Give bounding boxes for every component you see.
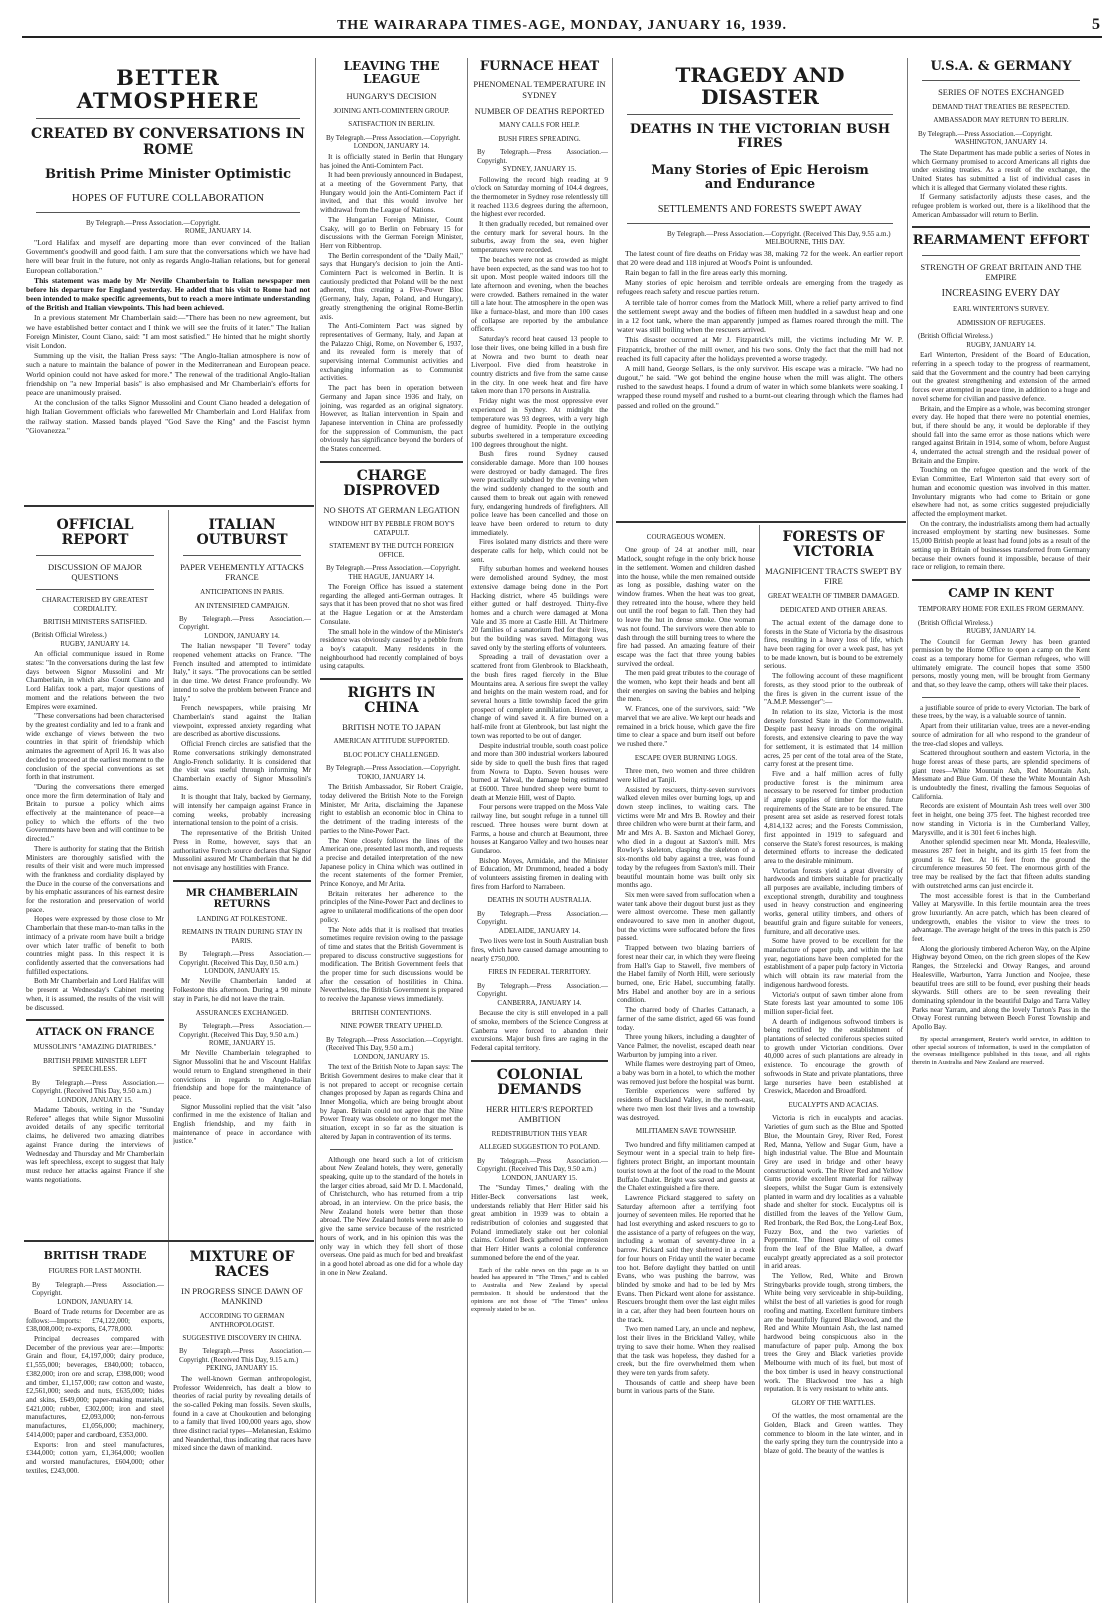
paragraph: The beaches were not as crowded as might have been expected, as the sand was too hot to sit upon. Most people waited indoors till the late afternoon and evening, when the beaches were crowded. Bathers remained in the water till a late hour. The atmosphere in the open was like a furnace-blast, and more than 100 cases of collapse are reported by the ambulance officers. bbox=[471, 255, 608, 334]
paragraph: The Hungarian Foreign Minister, Count Csaky, will go to Berlin on February 15 for discussions with the German Foreign Minister, Herr von Ribbentrop. bbox=[320, 215, 463, 250]
section-rule bbox=[616, 521, 906, 523]
paragraph: Of the wattles, the most ornamental are the Golden, Black and Green wattles. They commence to bloom in the late winter, and in the early spring they turn the countryside into a blaze of gold. The beauty of the wattles is bbox=[764, 1412, 903, 1456]
paragraph: W. Frances, one of the survivors, said: "We marvel that we are alive. We kept our heads and remained in a brick house, which gave the fire time to clear a space and burn itself out before we rushed there." bbox=[617, 705, 755, 748]
subheadline: MANY CALLS FOR HELP. bbox=[499, 121, 580, 130]
column-rule bbox=[467, 58, 468, 1603]
paragraph: a justifiable source of pride to every Victorian. The bark of these trees, by the way, is a valuable source of tannin. bbox=[912, 703, 1090, 721]
subheadline: AMERICAN ATTITUDE SUPPORTED. bbox=[333, 737, 450, 746]
paragraph: Along the gloriously timbered Acheron Way, on the Alpine Highway beyond Omeo, on the rich green slopes of the Kew Ranges, the Strzelecki and Otway Ranges, and around Healesville, Warburton, Yarra Junction and Noojee, these beautiful trees are still to be found, ever pushing their heads skywards. Still others are to be seen revealing their dominating splendour in the beautiful Dalgo and Tarra Valley Parks near Yarram, and along the lovely Turton's Pass in the Otway Forest running between Beech Forest Township and Apollo Bay. bbox=[912, 944, 1090, 1032]
paragraph: Principal decreases compared with December of the previous year are:—Imports: Grain and flour, £4,197,000; dairy produce, £1,555,000; beverages, £840,000; tobacco, £382,000; iron ore and scrap, £398,000; wood and timber, £1,157,000; raw cotton and waste, £2,561,000; seeds and nuts, £635,000; hides and skins, £649,000; paper-making materials, £421,000; rubber, £302,000; iron and steel manufactures, £2,093,000; non-ferrous manufactures, £1,056,000; machinery, £414,000; paper and cardboard, £353,000. bbox=[26, 1335, 164, 1439]
subheadline: ALLEGED SUGGESTION TO POLAND. bbox=[479, 1143, 600, 1152]
subheadline: BRITISH MINISTERS SATISFIED. bbox=[43, 617, 147, 626]
headline: MIXTURE OF RACES bbox=[189, 1249, 295, 1281]
paragraph: Some have proved to be excellent for the manufacture of paper pulp, and within the last year, negotiations have been completed for the establishment of a paper pulp factory in Victoria which will obtain its raw material from the indigenous hardwood forests. bbox=[764, 937, 903, 989]
paragraph: The British Ambassador, Sir Robert Craigie, today delivered the British Note to the Foreign Minister, Mr Arita, disclaiming the Japanese right to establish an economic bloc in China to the detriment of the trading interests of the parties to the Nine-Power Pact. bbox=[320, 783, 463, 835]
paragraph: Board of Trade returns for December are as follows:—Imports: £74,122,000; exports, £38,008,000; re-exports, £4,778,000. bbox=[26, 1307, 164, 1334]
subheadline: Many Stories of Epic Heroism and Endurance bbox=[651, 162, 869, 192]
paragraph: The Anti-Comintern Pact was signed by representatives of Germany, Italy, and Japan at the Palazzo Chigi, Rome, on November 6, 1937, and its revealed form is merely that of supervising internal Communist activities and exchanging information as to Communist activities. bbox=[320, 322, 463, 383]
subheadline: MAGNIFICENT TRACTS SWEPT BY FIRE bbox=[765, 565, 902, 587]
paragraph: While flames were destroying part of Omeo, a baby was born in a hotel, to which the mother was removed just before the hospital was burnt. bbox=[617, 1060, 755, 1086]
dateline: TOKIO, JANUARY 14. bbox=[357, 772, 426, 781]
paragraph: Assisted by rescuers, thirty-seven survivors walked eleven miles over burning logs, up and down steep inclines, to waiting cars. The victims were Mr and Mrs B. Rowley and their three children who were burnt at their farm, and Mr and Mrs A. B. Saxton and Michael Gorey, who died in a dugout at Saxton's mill. Mrs Rowley's skeleton, clasping the skeleton of a six-months old baby against a tree, was found today by the refugees from Saxton's mill. Their beautiful mountain home was built only six months ago. bbox=[617, 785, 755, 890]
article-rearmament-effort bbox=[912, 234, 1090, 573]
column-7 bbox=[912, 60, 1090, 1602]
paragraph: The actual extent of the damage done to forests in the State of Victoria by the disastrous fires, resulting in a heavy loss of life, which have been raging for over a week past, has yet to be made known, but is bound to be extremely serious. bbox=[764, 618, 903, 671]
paragraph: The Note adds that it is realised that treaties sometimes require revision owing to the passage of time and states that the British Government is prepared to discuss constructive suggestions for modification. The British Government feels that the proper time for such discussions would be after the cessation of hostilities in China. Nevertheless, the British Government is prepared to receive the Japanese views immediately. bbox=[320, 925, 463, 1004]
paragraph: Following the record high reading at 9 o'clock on Saturday morning of 104.4 degrees, the thermometer in Sydney rose relentlessly till it reached 113.6 degrees during the afternoon, the highest ever recorded. bbox=[471, 175, 608, 219]
paragraph: The text of the British Note to Japan says: The British Government desires to make clear that it is not prepared to accept or recognise certain changes proposed by Japan as regards China and Inner Mongolia, which are being brought about by Japan. Britain could not agree that the Nine Power Treaty was obsolete or no longer met the situation, except in so far as the situation is altered by Japan in contravention of its terms. bbox=[320, 1063, 463, 1141]
subheadline: IN PROGRESS SINCE DAWN OF MANKIND bbox=[181, 1285, 303, 1307]
paragraph: Fires isolated many districts and there were desperate calls for help, which could not be sent. bbox=[471, 538, 608, 564]
paragraph: In relation to its size, Victoria is the most densely forested State in the Commonwealth. Despite past heavy inroads on the original forests, and extensive clearing to pave the way for settlement, it is estimated that 14 million acres, 25 per cent of the total area of the State, carry forest at the present time. bbox=[764, 708, 903, 769]
paragraph: The Foreign Office has issued a statement regarding the alleged anti-German outrages. It says that it has been proved that no shot was fired at the Hague Legation or at the Amsterdam Consulate. bbox=[320, 583, 463, 626]
article-tragedy-and-disaster bbox=[617, 60, 903, 518]
column-2-lower bbox=[173, 512, 311, 1242]
subheadline: DEATHS IN THE VICTORIAN BUSH FIRES bbox=[629, 122, 891, 152]
subheadline: EARL WINTERTON'S SURVEY. bbox=[953, 305, 1049, 314]
paragraph: The Yellow, Red, White and Brown Stringybarks provide tough, strong timbers, the White being very serviceable in ship-building, whilst the best of all varieties is good for rough roofing and matting. Excellent furniture timbers are the beautifully figured Blackwood, and the Red and White Mountain Ash, the last named hardwood being conspicuous also in the manufacture of paper pulp. Among the box trees the Grey and Black varieties provide Melbourne with much of its fuel, but most of the box timber is used in heavy constructional work. The Blackwood tree has a high reputation. It is very resistant to white ants. bbox=[764, 1272, 903, 1394]
paragraph: The Council for German Jewry has been granted permission by the Home Office to open a camp on the Kent coast as a temporary home for German refugees, who will ultimately emigrate. The council hopes that some 3500 persons, mostly young men, will be brought from Germany and that, so they leave the camp, others will take their places. bbox=[912, 637, 1090, 690]
column-rule bbox=[315, 58, 316, 1603]
headline: RIGHTS IN CHINA bbox=[347, 686, 436, 717]
paragraph: A dearth of indigenous softwood timbers is being rectified by the establishment of plantations of selected coniferous species suited to growth under Victorian conditions. Over 40,000 acres of such plantations are already in existence. To encourage the growth of softwoods in State and private plantations, three large nurseries have been established at Creswick, Macedon and Broadford. bbox=[764, 1017, 903, 1096]
article-usa-and-germany bbox=[912, 60, 1090, 220]
dateline: LONDON, JANUARY 15. bbox=[57, 1095, 133, 1104]
paragraph: Britain reiterates her adherence to the principles of the Nine-Power Pact and declines to agree to unilateral modifications of the open door policy. bbox=[320, 889, 463, 924]
subheadline: ANTICIPATIONS IN PARIS. bbox=[200, 588, 284, 597]
column-5-lower bbox=[617, 528, 755, 1602]
subheadline: SATISFACTION IN BERLIN. bbox=[348, 120, 435, 129]
paragraph: Another splendid specimen near Mt. Monda, Healesville, measures 287 feet in height, and its girth 15 feet from the ground is 62 feet. At 16 feet from the ground the circumference measures 50 feet. The enormous girth of the tree may be realised by the fact that fifteen adults standing with outstretched arms can just encircle it. bbox=[912, 838, 1090, 890]
subheadline: BUSH FIRES SPREADING. bbox=[498, 134, 581, 143]
paragraph: Touching on the refugee question and the work of the Evian Committee, Earl Winterton said that every sort of human and economic question was involved in this matter. Involuntary migrants who had come to Britain or gone elsewhere had not, as some critics suggested prejudicially affected the employment market. bbox=[912, 466, 1090, 518]
paragraph: A terrible tale of horror comes from the Matlock Mill, where a relief party arrived to find the settlement swept away and the bodies of fifteen men huddled in a sawdust heap and one in a 12 foot tank, where the man apparently jumped as flames roared through the mill. The water was still boiling when the rescuers arrived. bbox=[617, 297, 903, 335]
byline: By Telegraph.—Press Association.—Copyright. (Received This Day, 0.50 a.m.) bbox=[179, 950, 311, 967]
headline: CAMP IN KENT bbox=[948, 586, 1054, 600]
subheadline: NUMBER OF DEATHS REPORTED bbox=[474, 105, 605, 116]
dateline: RUGBY, JANUARY 14. bbox=[966, 627, 1036, 636]
paragraph: Although one heard such a lot of criticism about New Zealand hotels, they were, generally speaking, quite up to the standard of the hotels in the larger cities abroad, said Mr D. I. Macdonald, of Christchurch, who has returned from a trip abroad, in an interview. On the price basis, the New Zealand hotels were better than those abroad. The New Zealand hotels were not able to give the same service because of the restricted hours of work, and in his opinion this was the only way in which they fell short of those overseas. One paid as much for bed and breakfast in a good hotel abroad as one did for a whole day in one in New Zealand. bbox=[320, 1155, 463, 1277]
paragraph: Terrible experiences were suffered by residents of Buckland Valley, in the north-east, where two men lost their lives and a township was destroyed. bbox=[617, 1087, 755, 1122]
dateline: LONDON, JANUARY 14. bbox=[57, 1297, 133, 1306]
headline: COLONIAL DEMANDS bbox=[496, 1067, 583, 1099]
paragraph: The Berlin correspondent of the "Daily Mail," says that Hungary's decision to join the Anti-Comintern Pact is welcomed in Berlin. It is cautiously predicted that Poland will be the next adherent, thus creating a Five-Power Bloc (Germany, Italy, Japan, Poland, and Hungary), greatly strengthening the original Rome-Berlin axis. bbox=[320, 251, 463, 321]
section-rule bbox=[24, 505, 314, 507]
paragraph: Bush fires round Sydney caused considerable damage. More than 100 houses were destroyed or badly damaged. The fires were practically subdued by the evening when the wind suddenly changed to the south and caused them to break out again with renewed fury, endangering hundreds of firefighters. All police leave has been cancelled and those on leave have been ordered to return to duty immediately. bbox=[471, 450, 608, 537]
subheadline: PHENOMENAL TEMPERATURE IN SYDNEY bbox=[473, 79, 606, 100]
subheadline: JOINING ANTI-COMINTERN GROUP. bbox=[333, 107, 450, 115]
paragraph: Three young hikers, including a daughter of Vance Palmer, the novelist, escaped death near Warburton by jumping into a river. bbox=[617, 1033, 755, 1059]
subheadline: BRITISH NOTE TO JAPAN bbox=[342, 721, 441, 732]
subheadline: CHARACTERISED BY GREATEST CORDIALITY. bbox=[42, 596, 148, 613]
paragraph: The most accessible forest is that in the Cumberland Valley at Marysville. In this fertile mountain area the trees grow luxuriantly. An acre patch, which has been cleared of undergrowth, enables the visitor to view the trees to advantage. The average height of the trees in this patch is 250 feet. bbox=[912, 891, 1090, 944]
byline: By Telegraph.—Press Association.—Copyright. bbox=[86, 219, 221, 228]
subheadline: HOPES OF FUTURE COLLABORATION bbox=[71, 192, 265, 205]
subheadline: AN INTENSIFIED CAMPAIGN. bbox=[194, 601, 290, 610]
byline: By Telegraph.—Press Association.—Copyright. (Received This Day, 9.15 a.m.) bbox=[179, 1347, 311, 1364]
article-charge-disproved bbox=[320, 469, 463, 672]
paragraph: Victorian forests yield a great diversity of hardwoods and timbers suitable for practically all purposes are available, including timbers of exceptional strength, durability and toughness used in heavy construction and engineering works, general utility timbers, and others of beautiful grain and figure suitable for veneers, furniture, and all decorative uses. bbox=[764, 866, 903, 936]
byline: By Telegraph.—Press Association.—Copyright. bbox=[477, 148, 608, 165]
masthead bbox=[22, 14, 1102, 38]
paragraph: In a previous statement Mr Chamberlain said:—"There has been no new agreement, but we have established better contact and I think we will see the fruits of it later." The Italian Foreign Minister, Count Ciano, said: "I am most satisfied." He hinted that he might shortly visit London. bbox=[26, 313, 310, 351]
paragraph: Saturday's record heat caused 13 people to lose their lives, one being killed in a bush fire at Nowra and two burnt to death near Liverpool. Five died from heatstroke in country districts and five from the same cause in the city. In one week heat and fire have taken more than 170 persons in Australia. bbox=[471, 335, 608, 396]
paragraph: It then gradually receded, but remained over the century mark for several hours. In the suburbs, away from the sea, even higher temperatures were recorded. bbox=[471, 220, 608, 255]
paragraph: Despite industrial trouble, south coast police and more than 300 industrial workers laboured side by side to quell the bush fires that raged from Nowra to Dapto. Seven houses were burned at Yalwal, the damage being estimated at £6000. Three hundred sheep were burnt to death at Menzie Hill, west of Dapto. bbox=[471, 741, 608, 802]
paragraph: Many stories of epic heroism and terrible ordeals are emerging from the tragedy as refugees reach safety and rescue parties return. bbox=[617, 278, 903, 297]
article-mixture-of-races bbox=[173, 1248, 311, 1602]
dateline: CANBERRA, JANUARY 14. bbox=[497, 998, 582, 1007]
paragraph: Scattered throughout southern and eastern Victoria, in the huge forest areas of these parts, are splendid specimens of giant trees—White Mountain Ash, Red Mountain Ash, Messmate and Blue Gum. Of these the White Mountain Ash is undoubtedly the finest, rivalling the famous Sequoias of California. bbox=[912, 749, 1090, 801]
dateline: LONDON, JANUARY 15. bbox=[353, 1052, 430, 1061]
dateline: WASHINGTON, JANUARY 14. bbox=[954, 138, 1048, 147]
byline: By Telegraph.—Press Association.—Copyright. bbox=[326, 764, 461, 773]
byline: By Telegraph.—Press Association.—Copyright. (Received This Day, 9.50 a.m.) bbox=[32, 1078, 164, 1096]
byline: (British Official Wireless.) bbox=[918, 618, 993, 627]
headline: LEAVING THE LEAGUE bbox=[343, 60, 440, 87]
subheadline: REDISTRIBUTION THIS YEAR bbox=[491, 1129, 588, 1138]
subheadline: FIRES IN FEDERAL TERRITORY. bbox=[488, 968, 591, 977]
headline: FURNACE HEAT bbox=[479, 60, 600, 74]
headline: BETTER ATMOSPHERE bbox=[76, 65, 260, 114]
subheadline: SETTLEMENTS AND FORESTS SWEPT AWAY bbox=[657, 204, 863, 216]
paragraph: Six men were saved from suffocation when a water tank above their dugout burst just as they were almost overcome. These men gallantly endeavoured to save men in another dugout, but the victims were suffocated before the fires passed. bbox=[617, 890, 755, 943]
subheadline: DISCUSSION OF MAJOR QUESTIONS bbox=[48, 561, 142, 583]
paragraph: Mr Neville Chamberlain landed at Folkestone this afternoon. During a 90 minute stay in Paris, he did not leave the train. bbox=[173, 977, 311, 1003]
paragraph: The "Sunday Times," dealing with the Hitler-Beck conversations last week, understands reliably that Herr Hitler said his great ambition in 1939 was to obtain a redistribution of colonies and suggested that Poland immediately stake out her colonial claims. Colonel Beck gathered the impression that Herr Hitler wants a colonial conference summoned before the end of the year. bbox=[471, 1184, 608, 1262]
byline: (British Official Wireless.) bbox=[32, 631, 107, 640]
subheadline: British Prime Minister Optimistic bbox=[44, 166, 292, 182]
paragraph: Records are existent of Mountain Ash trees well over 300 feet in height, one being 375 feet. The highest recorded tree now standing in Victoria is in the Cumberland Valley, Marysville, and it is 301 feet 6 inches high. bbox=[912, 802, 1090, 837]
paragraph: Three men, two women and three children were killed at Tanjil. bbox=[617, 767, 755, 784]
subheadline: GLORY OF THE WATTLES. bbox=[791, 1398, 876, 1407]
paragraph: Two lives were lost in South Australian bush fires, which have caused damage amounting to nearly £750,000. bbox=[471, 937, 608, 963]
column-rule bbox=[612, 58, 613, 1603]
paragraph: The following account of these magnificent forests, as they stood prior to the outbreak of the fires is given in the current issue of the "A.M.P. Messenger":— bbox=[764, 672, 903, 707]
paragraph: Because the city is still enveloped in a pall of smoke, members of the Science Congress at Canberra were forced to abandon their excursions. Major bush fires are raging in the Federal capital territory. bbox=[471, 1009, 608, 1053]
paragraph: "These conversations had been characterised by the greatest cordiality and led to a frank and wide exchange of views between the two countries in that spirit of friendship which animates the agreement of April 16. It was also decided to proceed at the earliest moment to the conclusion of the special conventions as set forth in that instrument. bbox=[26, 712, 164, 782]
subheadline: STATEMENT BY THE DUTCH FOREIGN OFFICE. bbox=[329, 542, 454, 559]
subheadline: MILITIAMEN SAVE TOWNSHIP. bbox=[635, 1127, 737, 1136]
headline: CHARGE DISPROVED bbox=[343, 468, 440, 500]
footnote: Each of the cable news on this page as is so headed has appeared in "The Times," and is cabled to Australia and New Zealand by special permission. It should be understood that the opinions are not those of "The Times" unless expressly stated to be so. bbox=[471, 1266, 608, 1313]
paragraph: The men paid great tributes to the courage of the women, who kept their heads and bent all their energies on saving the babies and helping the men. bbox=[617, 669, 755, 704]
headline: TRAGEDY AND DISASTER bbox=[675, 63, 845, 109]
paragraph: A mill hand, George Sellars, is the only survivor. His escape was a miracle. "We had no dugout," he said. "We got behind the engine house when the mill was alight. The others rushed to the sawdust heaps. I found a drum of water in which some blankets were soaking. I wrapped these round myself and rushed to a burnt-out clearing through which the flames had passed and rolled on the ground." bbox=[617, 363, 903, 410]
paragraph: The pact has been in operation between Germany and Japan since 1936 and Italy, on joining, was regarded as an original signatory. However, as Italian intervention in Spain and Japanese intervention in China are professedly for the suppression of Communism, the pact obviously has significance beyond the borders of the States concerned. bbox=[320, 384, 463, 454]
dateline: LONDON, JANUARY 15. bbox=[204, 967, 280, 975]
dateline: LONDON, JANUARY 14. bbox=[353, 142, 430, 151]
paragraph: French newspapers, while praising Mr Chamberlain's stand against the Italian viewpoint, expressed anxiety regarding what are described as abortive discussions. bbox=[173, 704, 311, 739]
subheadline: BRITISH PRIME MINISTER LEFT SPEECHLESS. bbox=[43, 1056, 147, 1074]
paragraph: Lawrence Pickard staggered to safety on Saturday afternoon after a terrifying foot journey of seventeen miles. He reported that he had lost everything and asked rescuers to go to the assistance of a party of refugees on the way, including a woman of seventy-three in a barrow. Pickard said they sheltered in a creek for four hours on Friday until the water became too hot. Before daylight they battled on until Evans, who was pushing the barrow, was blinded by smoke and had to be led by Mrs Evans. Then Pickard went alone for assistance. Rescuers brought them over the last eight miles in a car, after they had been fourteen hours on the track. bbox=[617, 1193, 755, 1324]
subheadline: MUSSOLINI'S "AMAZING DIATRIBES." bbox=[33, 1043, 157, 1052]
dateline: ROME, JANUARY 14. bbox=[184, 227, 252, 236]
column-rule bbox=[907, 58, 908, 1603]
headline: ITALIAN OUTBURST bbox=[196, 517, 288, 549]
article-chamberlain-returns bbox=[173, 888, 311, 1148]
paragraph: The latest count of fire deaths on Friday was 38, making 72 for the week. An earlier report that 20 were dead and 118 injured at Wood's Point is unfounded. bbox=[617, 248, 903, 267]
byline: By Telegraph.—Press Association.—Copyright. bbox=[326, 133, 461, 142]
subheadline: PAPER VEHEMENTLY ATTACKS FRANCE bbox=[180, 561, 304, 583]
subheadline: ACCORDING TO GERMAN ANTHROPOLOGIST. bbox=[199, 1312, 285, 1329]
paragraph: Bishop Moyes, Armidale, and the Minister of Education, Mr Drummond, headed a body of volunteers assisting firemen in dealing with fires from Harford to Narrabeen. bbox=[471, 856, 608, 891]
paragraph: The representative of the British United Press in Rome, however, says that an authoritative French source declares that Signor Mussolini assured Mr Chamberlain that he did not envisage any hostilities with France. bbox=[173, 829, 311, 872]
paragraph: One group of 24 at another mill, near Matlock, sought refuge in the only brick house in the settlement. Women and children dashed into the house, while the men remained outside as long as possible, dashing water on the window frames. When the heat was too great, they retreated into the house, where they held out until the roof began to fall. Then they had to leave the hut in dense smoke. One woman was not found. The survivors were then able to dash through the still burning trees to where the fire had passed. An amazing feature of their escape was the fact that three young babies survived the ordeal. bbox=[617, 546, 755, 668]
subheadline: NINE POWER TREATY UPHELD. bbox=[340, 1022, 443, 1031]
paragraph: Victoria's output of sawn timber alone from State forests last year amounted to some 106 million super-ficial feet. bbox=[764, 990, 903, 1016]
paragraph: If Germany satisfactorily adjusts these cases, and the refugee problem is worked out, there is a likelihood that the American Ambassador will return to Berlin. bbox=[912, 193, 1090, 219]
paragraph: Friday night was the most oppressive ever experienced in Sydney. At midnight the temperature was 93 degrees, with a very high degree of humidity. People in the outlying suburbs sweltered in a temperature exceeding 100 degrees throughout the night. bbox=[471, 397, 608, 449]
paragraph: The well-known German anthropologist, Professor Weidenreich, has dealt a blow to theories of racial purity by revealing details of the so-called Peking man fossils. Seven skulls, found in a cave at Choukoutien and belonging to a family that lived 100,000 years ago, show three distinct racial types—Melanesian, Eskimo and Neanderthal, thus indicating that races have mixed since the dawn of mankind. bbox=[173, 1374, 311, 1453]
paragraph: Both Mr Chamberlain and Lord Halifax will be present at Wednesday's Cabinet meeting when, it is assumed, the results of the visit will be discussed. bbox=[26, 977, 164, 1012]
subheadline: REMAINS IN TRAIN DURING STAY IN PARIS. bbox=[181, 928, 303, 945]
headline: OFFICIAL REPORT bbox=[56, 517, 134, 549]
paragraph: Earl Winterton, President of the Board of Education, referring in a speech today to the progress of rearmament, said that the Government and the country had been carrying out the greatest strengthening and extension of the armed forces ever attempted in peace time, in addition to a huge and novel scheme for civilian and passive defence. bbox=[912, 351, 1090, 403]
byline: By Telegraph.—Press Association.—Copyright. (Received This Day, 9.55 a.m.) bbox=[667, 229, 891, 238]
byline: By Telegraph.—Press Association.—Copyright. bbox=[477, 909, 608, 927]
subheadline: CREATED BY CONVERSATIONS IN ROME bbox=[31, 126, 305, 158]
byline: By Telegraph.—Press Association.—Copyright. bbox=[179, 614, 311, 632]
subheadline: ASSURANCES EXCHANGED. bbox=[195, 1008, 289, 1017]
subheadline: ESCAPE OVER BURNING LOGS. bbox=[634, 753, 738, 762]
paragraph: It is officially stated in Berlin that Hungary has joined the Anti-Comintern Pact. bbox=[320, 152, 463, 170]
article-italian-outburst bbox=[173, 512, 311, 874]
paragraph: Thousands of cattle and sheep have been burnt in various parts of the State. bbox=[617, 1378, 755, 1396]
subheadline: SERIES OF NOTES EXCHANGED bbox=[938, 87, 1064, 98]
paragraph: Signor Mussolini replied that the visit "also confirmed in me the existence of Italian and English friendship, and my faith in maintenance of peace in accordance with justice." bbox=[173, 1102, 311, 1146]
dateline: PEKING, JANUARY 15. bbox=[206, 1364, 278, 1373]
byline: By Telegraph.—Press Association.—Copyright. (Received This Day, 9.50 a.m.) bbox=[179, 1022, 311, 1039]
subheadline: EUCALYPTS AND ACACIAS. bbox=[788, 1100, 879, 1109]
subheadline: GREAT WEALTH OF TIMBER DAMAGED. bbox=[768, 592, 899, 601]
subheadline: AMBASSADOR MAY RETURN TO BERLIN. bbox=[933, 116, 1069, 125]
dateline: SYDNEY, JANUARY 15. bbox=[502, 165, 577, 174]
paragraph: The Italian newspaper "Il Tevere" today reopened vehement attacks on France. "The French insulted and attempted to intimidate Italy," it says. "The provocations can be settled in due time. We detest France profoundly. We intend to solve the problem between France and Italy." bbox=[173, 642, 311, 703]
paragraph: An official communique issued in Rome states: "In the conversations during the last few days between Signor Mussolini and Mr Chamberlain, in which also Count Ciano and Lord Halifax took a part, major questions of moment and the relations between the two Empires were examined. bbox=[26, 650, 164, 711]
article-british-trade bbox=[26, 1248, 164, 1602]
subheadline: HERR HITLER'S REPORTED AMBITION bbox=[486, 1103, 593, 1125]
page-number: 5 bbox=[1092, 16, 1100, 33]
paragraph: "During the conversations there emerged once more the firm determination of Italy and Britain to pursue a policy which aims effectively at the maintenance of peace—a policy to which the efforts of the two Governments have been and will continue to be directed." bbox=[26, 782, 164, 844]
column-rule bbox=[168, 510, 169, 1603]
paragraph: Madame Tabouis, writing in the "Sunday Referee" alleges that while Signor Mussolini avoided details of any specific territorial claims, he delivered two amazing diatribes against France during the interviews of Wednesday and Thursday and Mr Chamberlain was left speechless, except to suggest that Italy must reduce her attacks against France if she wants negotiations. bbox=[26, 1106, 164, 1184]
paragraph: The State Department has made public a series of Notes in which Germany promised to accord Americans all rights due under existing treaties. As a result of the exchange, the United States has submitted a list of individual cases in which it is alleged that Germany violated these rights. bbox=[912, 148, 1090, 192]
paragraph: Mr Neville Chamberlain telegraphed to Signor Mussolini that he and Viscount Halifax would return to England strengthened in their convictions in regards to Anglo-Italian friendship and hope for the maintenance of peace. bbox=[173, 1049, 311, 1101]
paragraph: At the conclusion of the talks Signor Mussolini and Count Ciano headed a delegation of high Italian Government officials who farewelled Mr Chamberlain and Lord Halifax from the railway station. Massed bands played "God Save the King" and the Fascist hymn "Giovanezza." bbox=[26, 398, 310, 435]
article-forests-of-victoria bbox=[764, 528, 903, 1602]
byline: By Telegraph.—Press Association.—Copyright. (Received This Day, 9.50 a.m.) bbox=[477, 1156, 608, 1174]
paragraph: Britain, and the Empire as a whole, was becoming stronger every day. He hoped that there were no potential enemies, but, if there should be any, it would be deplorable if they should fall into the same error as those nations which were ranged against Britain in 1914, some of whom, before August 4, underrated the actual strength and the residual power of Britain and the Empire. bbox=[912, 404, 1090, 465]
subheadline: DEMAND THAT TREATIES BE RESPECTED. bbox=[932, 102, 1070, 111]
subheadline: ADMISSION OF REFUGEES. bbox=[956, 318, 1046, 327]
paragraph: The Note closely follows the lines of the American one, presented last month, and requests a precise and detailed interpretation of the new Japanese policy in China which was outlined in the recent statements of the former Premier, Prince Konoye, and Mr Arita. bbox=[320, 836, 463, 889]
subheadline: TEMPORARY HOME FOR EXILES FROM GERMANY. bbox=[918, 605, 1084, 614]
article-official-report bbox=[26, 512, 164, 1013]
subheadline: INCREASING EVERY DAY bbox=[941, 287, 1061, 299]
paragraph: Fifty suburban homes and weekend houses were demolished around Sydney, the most extensive damage being done in the Port Hacking district, where 45 buildings were either gutted or half destroyed. Thirty-five homes and a church were damaged at Mona Vale and 35 more at Castle Hill. At Thirlmere 20 families of a sanatorium fled for their lives, but the building was saved. Mittagong was saved only by the sterling efforts of volunteers. bbox=[471, 565, 608, 652]
headline: U.S.A. & GERMANY bbox=[930, 60, 1072, 74]
paragraph: Victoria is rich in eucalypts and acacias. Varieties of gum such as the Blue and Spotted Blue, the Mountain Grey, River Red, Forest Red, Manna, Yellow and Sugar Gum, have a high industrial value. The Blue and Mountain Grey are used in bridge and other heavy constructional work. The River Red and Yellow Gums provide excellent material for railway sleepers, whilst the Sugar Gum is extensively planted in warm and dry localities as a valuable shade and shelter for stock. Eucalyptus oil is distilled from the leaves of the Yellow Gum, Red Ironbark, the Red Box, the Long-Leaf Box, Fuzzy Box, and the two varieties of Peppermint. The finest quality of oil comes from the leaf of the Blue Mallee, a dwarf eucalypt greatly appreciated as a soil protector in arid areas. bbox=[764, 1114, 903, 1271]
article-attack-on-france bbox=[26, 1027, 164, 1185]
paragraph: Two hundred and fifty militiamen camped at Seymour went in a special train to help fire-fighters protect Bright, an important mountain tourist town at the foot of the road to the Mount Buffalo Chalet. Bright was saved and guests at the Chalet extinguished a fire there. bbox=[617, 1140, 755, 1193]
headline: MR CHAMBERLAIN RETURNS bbox=[185, 887, 299, 910]
column-4 bbox=[471, 60, 608, 1602]
paragraph: Five and a half million acres of fully productive forest is the minimum area necessary to be reserved for timber production if ample supplies of timber for the future requirements of the State are to be ensured. The present area set aside as reserved forest totals 4,814,132 acres; and the Forests Commission, first appointed in 1919 to safeguard and conserve the State's forest resources, is making determined efforts to increase the dedicated area to the desirable minimum. bbox=[764, 769, 903, 865]
subheadline: WINDOW HIT BY PEBBLE FROM BOY'S CATAPULT. bbox=[328, 520, 455, 537]
dateline: RUGBY, JANUARY 14. bbox=[60, 639, 130, 648]
paragraph: On the contrary, the industrialists among them had actually increased employment by starting new businesses. Some 15,000 British people at least had found jobs as a result of the setting up in Britain of businesses transferred from Germany because their owners found it impossible, because of their race or religion, to remain there. bbox=[912, 519, 1090, 572]
article-better-atmosphere bbox=[26, 60, 310, 500]
article-camp-in-kent bbox=[912, 587, 1090, 691]
dateline: ADELAIDE, JANUARY 14. bbox=[498, 926, 581, 935]
dateline: MELBOURNE, THIS DAY. bbox=[765, 238, 845, 247]
newspaper-masthead-title: THE WAIRARAPA TIMES-AGE, MONDAY, JANUARY 16, 1939. bbox=[336, 18, 788, 33]
paragraph: Apart from their utilitarian value, trees are a never-ending source of admiration for all who respond to the grandeur of the tree-clad slopes and valleys. bbox=[912, 722, 1090, 748]
byline: By Telegraph.—Press Association.—Copyright. bbox=[32, 1280, 164, 1298]
dateline: RUGBY, JANUARY 14. bbox=[966, 340, 1036, 349]
paragraph: Trapped between two blazing barriers of forest near their car, in which they were fleeing from Hall's Gap to Stawell, five members of the Habel family of North Hill, were seriously burned, one, Eric Habel, succumbing fatally. Mrs Habel and another boy are in a serious condition. bbox=[617, 944, 755, 1005]
subheadline: LANDING AT FOLKESTONE. bbox=[196, 914, 288, 923]
subheadline: SUGGESTIVE DISCOVERY IN CHINA. bbox=[182, 1333, 302, 1342]
paragraph: Official French circles are satisfied that the Rome conversations strikingly demonstrated Anglo-French solidarity. It is considered that the visit was useful through informing Mr Chamberlain exactly of Signor Mussolini's aims. bbox=[173, 740, 311, 792]
paragraph: This disaster occurred at Mr J. Fitzpatrick's mill, the victims including Mr W. P. Fitzpatrick, brother of the mill owner, and his two sons. Only the fact that the mill had not reached its full capacity after the holidays prevented a worse tragedy. bbox=[617, 335, 903, 363]
paragraph: Exports: Iron and steel manufactures, £344,000; cotton yarn, £1,364,000; woollen and worsted manufactures, £604,000; other textiles, £243,000. bbox=[26, 1440, 164, 1475]
paragraph: There is authority for stating that the British Ministers are thoroughly satisfied with the results of their visit and were much impressed with the frankness and cordiality displayed by the Duce in the course of the conversations and by his emphatic assurances of his earnest desire for the restoration and preservation of world peace. bbox=[26, 844, 164, 914]
paragraph: The charred body of Charles Cattanach, a farmer of the same district, aged 66 was found today. bbox=[617, 1006, 755, 1032]
subheadline: BRITISH CONTENTIONS. bbox=[351, 1008, 432, 1017]
paragraph: Summing up the visit, the Italian Press says: "The Anglo-Italian atmosphere is now of such a nature to maintain the balance of power in the Mediterranean and European peace. World opinion could not have asked for more." The renewal of the traditional Anglo-Italian friendship on "a new Imperial basis" is also emphasised and Mr Chamberlain's efforts for peace are unanimously praised. bbox=[26, 351, 310, 397]
article-furnace-heat bbox=[471, 60, 608, 1054]
paragraph: Hopes were expressed by those close to Mr Chamberlain that these man-to-man talks in the intimacy of a private room have built a bridge over which later traffic of benefit to both countries might pass. In this respect it is confidently asserted that the conversations had fulfilled expectations. bbox=[26, 915, 164, 976]
headline: BRITISH TRADE bbox=[43, 1249, 147, 1262]
byline: By Telegraph.—Press Association.—Copyright. (Received This Day, 9.50 a.m.) bbox=[326, 1035, 463, 1053]
paragraph: This statement was made by Mr Neville Chamberlain to Italian newspaper men before his departure for England yesterday. He added that his visit to Rome had not been intended to make specific agreements, but to reach a more intimate understanding of the British and Italian viewpoints. This had been achieved. bbox=[26, 275, 310, 313]
column-3 bbox=[320, 60, 463, 1602]
byline: By Telegraph.—Press Association.—Copyright. bbox=[918, 129, 1053, 138]
paragraph: Rain began to fall in the fire areas early this morning. bbox=[625, 268, 788, 277]
paragraph: It had been previously announced in Budapest, at a meeting of the Government Party, that Hungary would join the Anti-Comintern Pact if invited, and that this would involve her withdrawal from the League of Nations. bbox=[320, 171, 463, 215]
subheadline: BLOC POLICY CHALLENGED. bbox=[343, 750, 440, 759]
subheadline: FIGURES FOR LAST MONTH. bbox=[48, 1267, 142, 1276]
article-leaving-the-league bbox=[320, 60, 463, 455]
subheadline: NO SHOTS AT GERMAN LEGATION bbox=[323, 504, 460, 515]
dateline: THE HAGUE, JANUARY 14. bbox=[348, 572, 435, 581]
paragraph: Four persons were trapped on the Moss Vale railway line, but sought refuge in a tunnel till rescued. Three houses were burnt down at Farms, a house and church at Beaumont, three houses at Kangaroo Valley and two houses near Gundaroo. bbox=[471, 803, 608, 855]
article-rights-in-china bbox=[320, 686, 463, 1143]
paragraph: Two men named Lary, an uncle and nephew, lost their lives in the Brickland Valley, while trying to save their home. When they realised that the task was hopeless, they dashed for a creek, but the fire overwhelmed them when they were ten yards from safety. bbox=[617, 1325, 755, 1377]
byline: By Telegraph.—Press Association.—Copyright. bbox=[477, 981, 608, 999]
footnote: By special arrangement, Reuter's world service, in addition to other special sources of information, is used in the compilation of the overseas intelligence published in this issue, and all rights therein in Australia and New Zealand are reserved. bbox=[912, 1035, 1090, 1067]
byline: (British Official Wireless.) bbox=[918, 332, 993, 341]
headline: ATTACK ON FRANCE bbox=[35, 1027, 155, 1039]
headline: FORESTS OF VICTORIA bbox=[782, 529, 885, 561]
subheadline: HUNGARY'S DECISION bbox=[346, 91, 437, 102]
headline: REARMAMENT EFFORT bbox=[912, 234, 1090, 249]
paragraph: The small hole in the window of the Minister's residence was obviously caused by a pebble from a boy's catapult. Many residents in the neighbourhood had recently complained of boys using catapults. bbox=[320, 627, 463, 671]
subheadline: DEDICATED AND OTHER AREAS. bbox=[780, 605, 887, 614]
subheadline: COURAGEOUS WOMEN. bbox=[646, 533, 726, 541]
byline: By Telegraph.—Press Association.—Copyright. bbox=[326, 564, 461, 573]
article-colonial-demands bbox=[471, 1068, 608, 1315]
paragraph: It is thought that Italy, backed by Germany, will intensify her campaign against France in coming weeks, probably increasing international tension to the point of a crisis. bbox=[173, 793, 311, 828]
paragraph: "Lord Halifax and myself are departing more than ever convinced of the Italian Government's goodwill and good faith. I am sure that the conversations which we have had here will bear fruit in the future, not only as regards Anglo-Italian relations, but for general European collaboration." bbox=[26, 237, 310, 275]
dateline: ROME, JANUARY 15. bbox=[208, 1038, 276, 1047]
dateline: LONDON, JANUARY 15. bbox=[501, 1173, 578, 1182]
paragraph: Spreading a trail of devastation over a scattered front from Glenbrook to Blackheath, the bush fires raged fiercely in the Blue Mountains area. A serious fire swept the valley and heights on the main western road, and for several hours a little township faced the grim prospect of complete annihilation. However, a change of wind saved it. A fire burned on a half-mile front at Glenbrook, but last night the town was reported to be out of danger. bbox=[471, 653, 608, 740]
column-rule bbox=[759, 525, 760, 1603]
subheadline: STRENGTH OF GREAT BRITAIN AND THE EMPIRE bbox=[920, 261, 1082, 283]
subheadline: DEATHS IN SOUTH AUSTRALIA. bbox=[487, 896, 592, 905]
dateline: LONDON, JANUARY 14. bbox=[204, 631, 280, 640]
